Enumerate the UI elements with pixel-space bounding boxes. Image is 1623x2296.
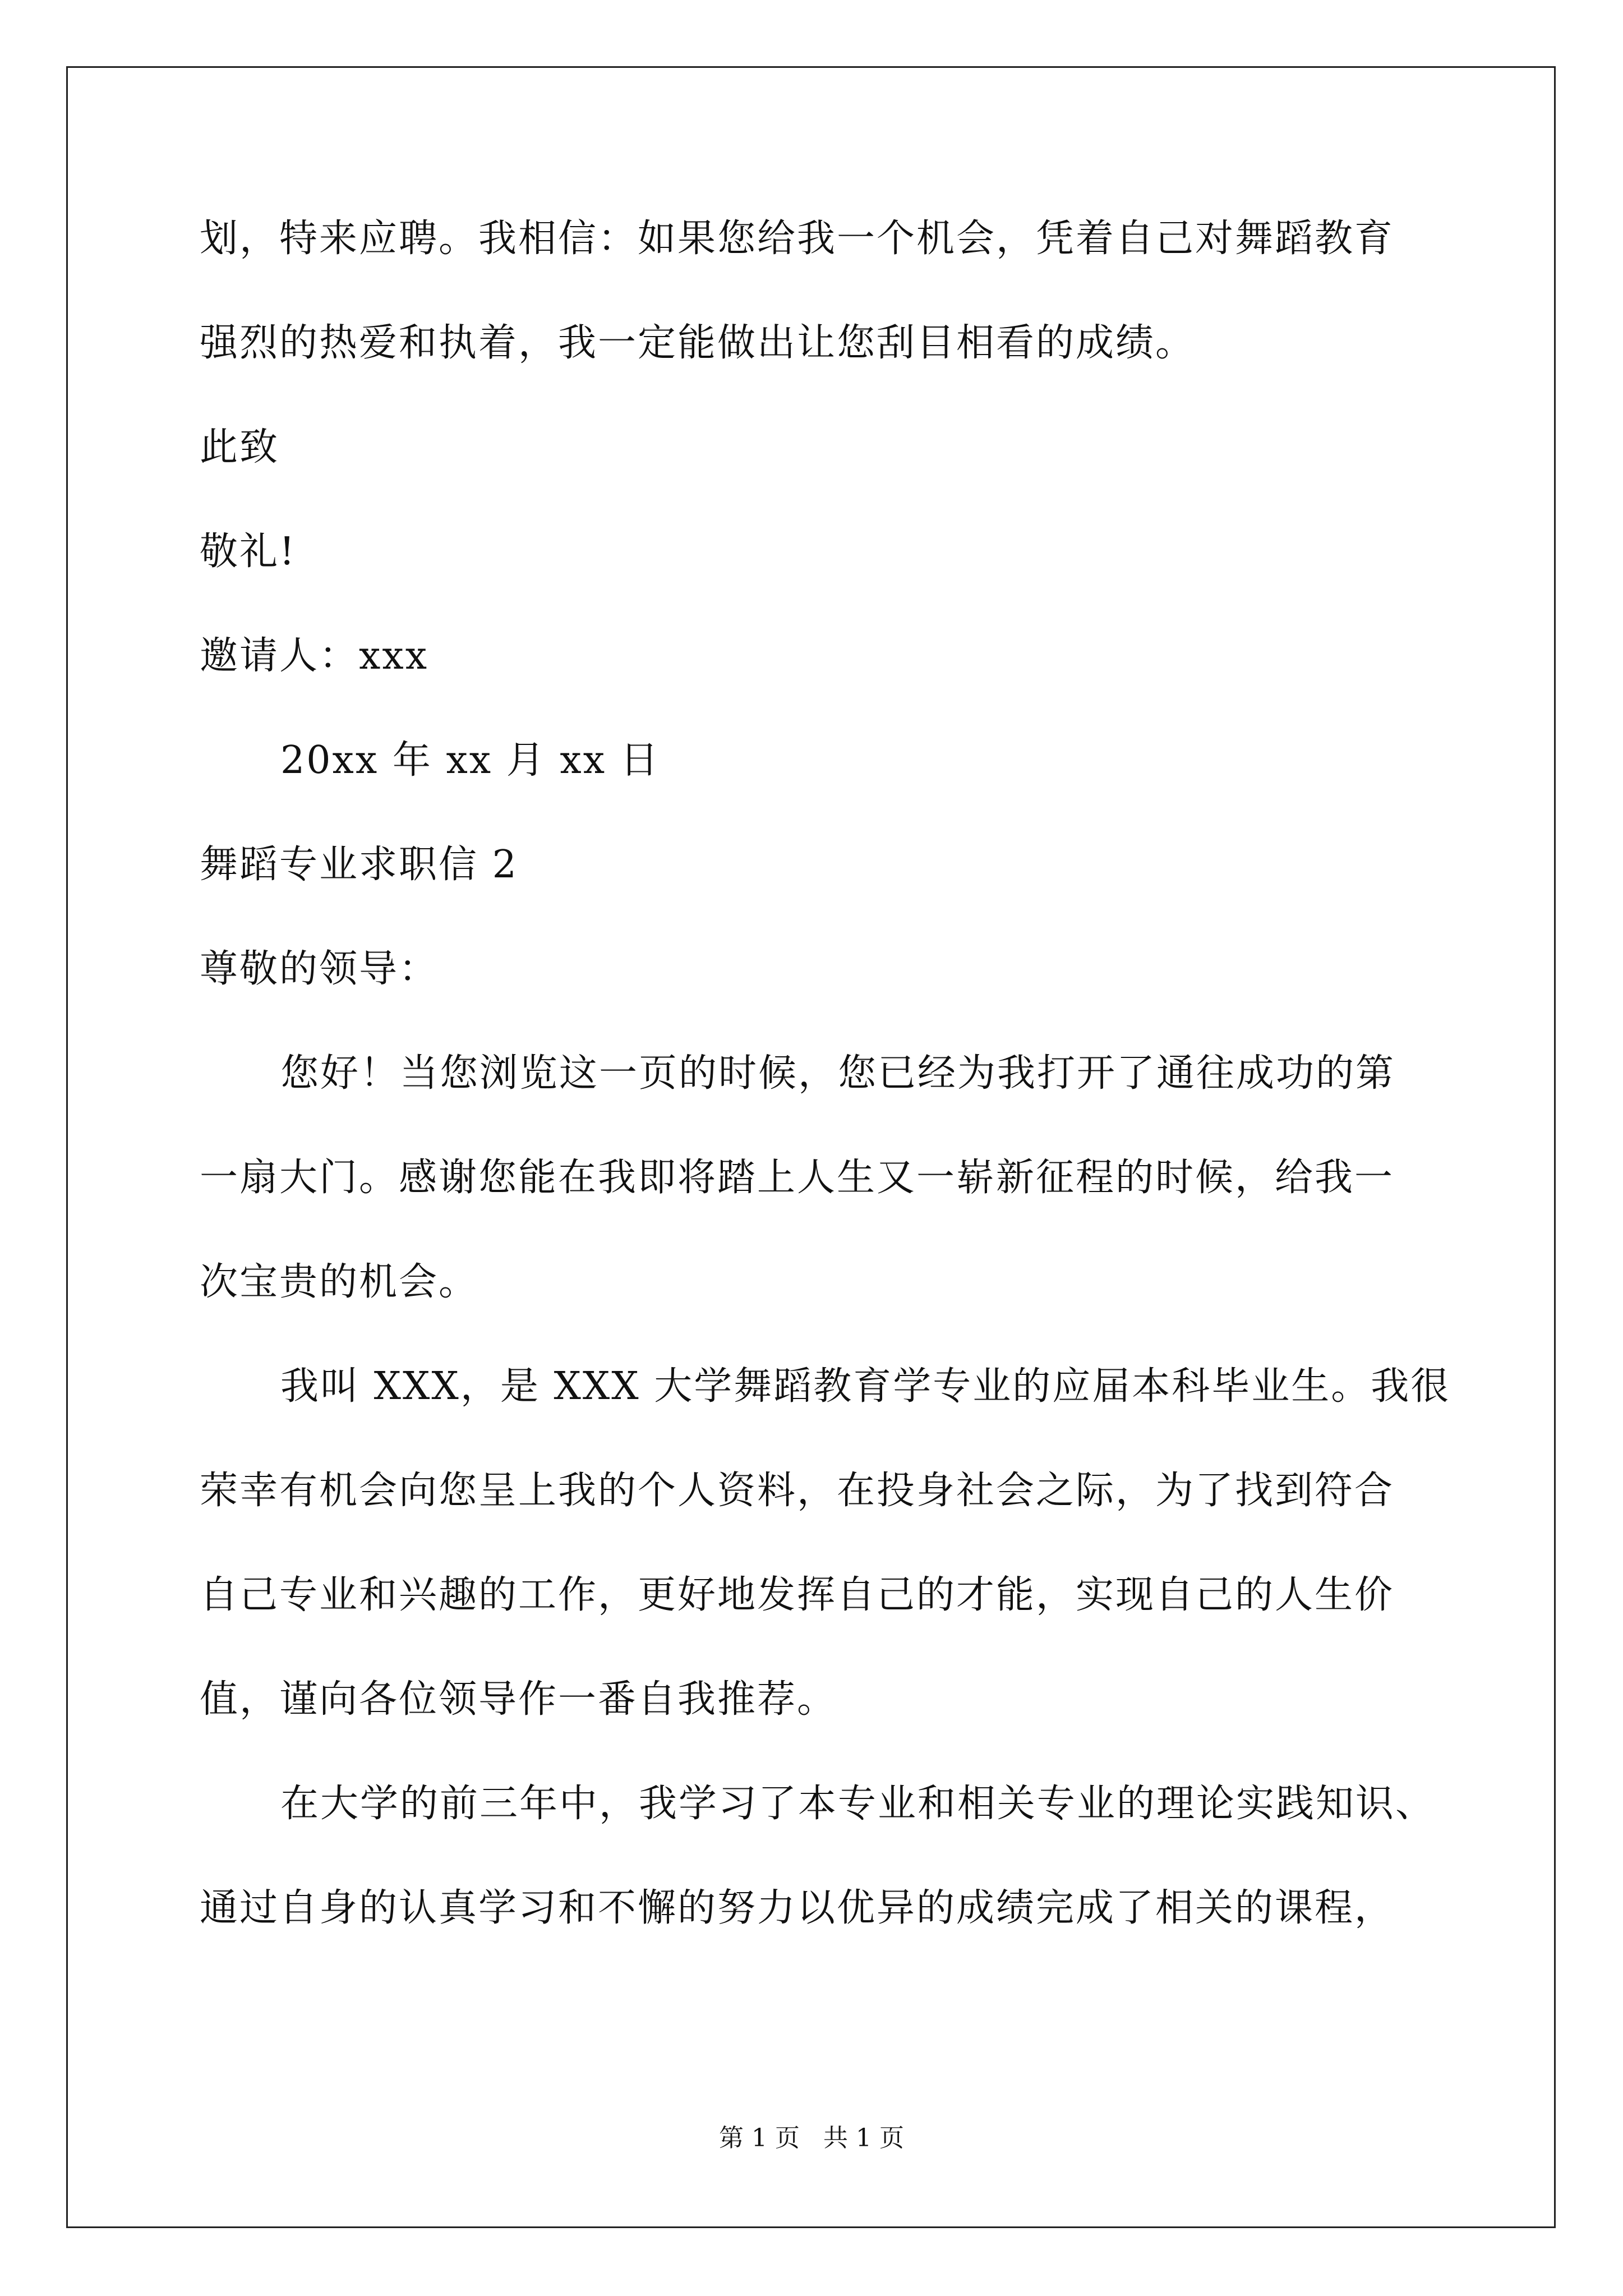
body-line: 次宝贵的机会。 [200, 1260, 479, 1304]
body-line: 在大学的前三年中，我学习了本专业和相关专业的理论实践知识、 [280, 1782, 1436, 1826]
date-line: 20xx 年 xx 月 xx 日 [280, 738, 660, 783]
body-line: 您好！当您浏览这一页的时候，您已经为我打开了通往成功的第 [280, 1051, 1396, 1096]
closing-salutation: 此致 [200, 425, 280, 470]
signature-line: 邀请人：xxx [200, 634, 429, 678]
body-line: 划，特来应聘。我相信：如果您给我一个机会，凭着自己对舞蹈教育 [200, 217, 1395, 261]
page-footer: 第 1 页 共 1 页 [719, 2124, 904, 2152]
body-line: 一扇大门。感谢您能在我即将踏上人生又一崭新征程的时候，给我一 [200, 1156, 1395, 1200]
greeting: 尊敬的领导： [200, 947, 439, 991]
closing-regards: 敬礼! [200, 530, 297, 574]
body-line: 自己专业和兴趣的工作，更好地发挥自己的才能，实现自己的人生价 [200, 1573, 1395, 1617]
body-line: 荣幸有机会向您呈上我的个人资料，在投身社会之际，为了找到符合 [200, 1469, 1395, 1513]
body-line: 值，谨向各位领导作一番自我推荐。 [200, 1677, 837, 1722]
section-title: 舞蹈专业求职信 2 [200, 843, 518, 887]
body-line: 通过自身的认真学习和不懈的努力以优异的成绩完成了相关的课程， [200, 1886, 1395, 1930]
body-line: 我叫 XXX，是 XXX 大学舞蹈教育学专业的应届本科毕业生。我很 [280, 1364, 1451, 1409]
body-line: 强烈的热爱和执着，我一定能做出让您刮目相看的成绩。 [200, 321, 1196, 365]
